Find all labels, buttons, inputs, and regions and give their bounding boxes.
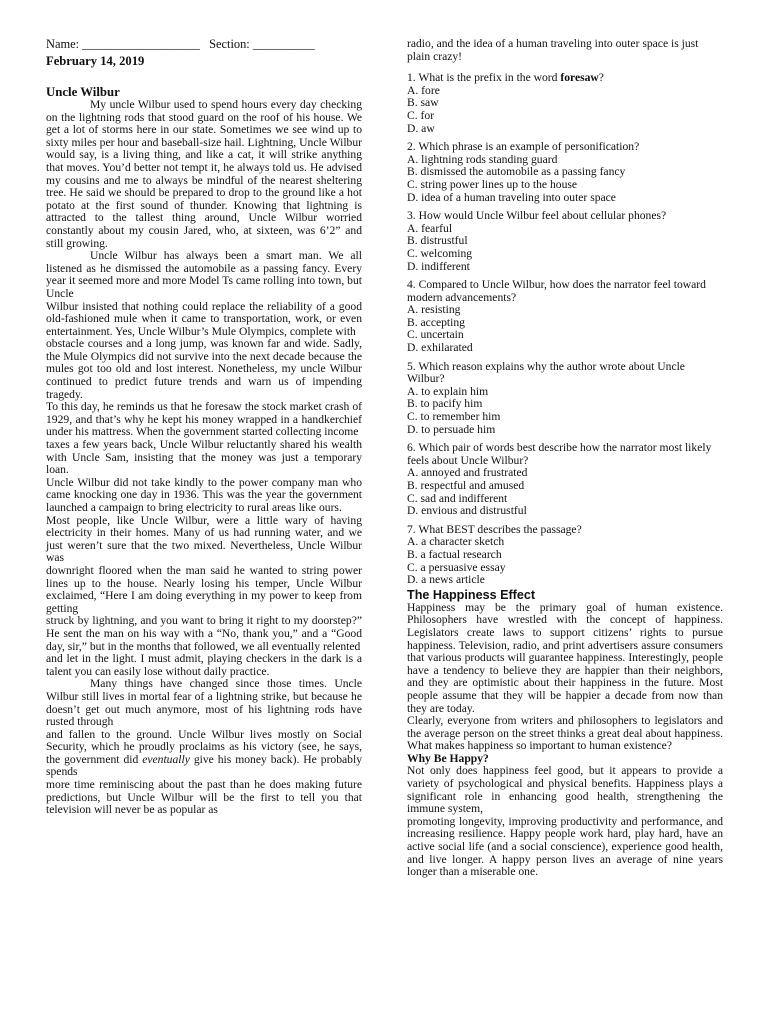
story-body [46,99,362,817]
story-paragraph [46,729,362,779]
right-column [407,38,723,879]
answer-option[interactable]: D. a news article [407,573,485,587]
question-1 [407,72,723,135]
answer-option[interactable]: B. distrustful [407,234,468,248]
answer-option[interactable]: C. sad and indifferent [407,491,508,505]
answer-option[interactable]: B. saw [407,96,439,110]
question-stem: 7. What BEST describes the passage? [407,522,582,536]
left-column [46,37,362,817]
question-4 [407,279,723,355]
question-stem [407,72,723,85]
question-7 [407,524,723,587]
essay-paragraph: Happiness may be the primary goal of human existence. Philosophers have wrestled with the concept of happiness. Legislators create laws to support citizens’ rights to pursue happiness. Television, radio, and print advertisers assure consumers that various products will guarantee happiness. Interestingly, people have a tendency to believe they are happier than their neighbors, and they are optimistic about their happiness in the future. Most people assume that they will be happier a decade from now than they are today. [407,600,723,715]
story-paragraph: obstacle courses and a long jump, was known far and wide. Sadly, the Mule Olympics did not survive into the next decade because the mules got too old and lost interest. Nonetheless, my uncle Wilbur continued to predict future trends and warn us of impending tragedy. [46,337,362,401]
answer-option[interactable]: A. resisting [407,303,461,317]
answer-option[interactable]: A. fearful [407,221,453,235]
answer-option[interactable]: B. to pacify him [407,397,483,411]
story-paragraph: Uncle Wilbur did not take kindly to the power company man who came knocking one day in 1936. This was the year the government launched a campaign to bring electricity to rural areas like ours. [46,475,362,514]
story-paragraph: To this day, he reminds us that he foresaw the stock market crash of 1929, and that’s why he kept his money wrapped in a handkerchief under his mattress. When the government started collecting income [46,400,362,439]
answer-option[interactable]: A. lightning rods standing guard [407,152,558,166]
answer-option[interactable]: A. to explain him [407,384,489,398]
story-paragraph: taxes a few years back, Uncle Wilbur reluctantly shared his wealth with Uncle Sam, insisting that the money was just a temporary loan. [46,438,362,477]
question-stem: 2. Which phrase is an example of personification? [407,140,640,154]
essay-title: The Happiness Effect [407,587,536,602]
story-paragraph: and let in the light. I must admit, playing checkers in the dark is a talent you can easily lose without daily practice. [46,652,362,678]
section-field[interactable]: Section: __________ [209,37,315,51]
story-continuation: radio, and the idea of a human traveling into outer space is just plain crazy! [407,37,699,63]
answer-option[interactable]: C. for [407,108,435,122]
emphasis-text: eventually [142,752,190,766]
answer-option[interactable]: D. indifferent [407,259,470,273]
story-text: and fallen to the ground. Uncle Wilbur lives mostly on Social Security, which he proudly proclaims as his victory (see, he says, the government did [46,727,362,766]
answer-option[interactable]: D. envious and distrustful [407,504,527,518]
story-paragraph: Many things have changed since those times. Uncle Wilbur still lives in mortal fear of a lightning strike, but because he doesn’t get out much anymore, most of his lightning rods have rusted through [46,677,362,729]
essay-subheading: Why Be Happy? [407,751,489,765]
answer-option[interactable]: C. uncertain [407,328,464,342]
story-paragraph: Uncle Wilbur has always been a smart man. We all listened as he dismissed the automobile as a passing fancy. Every year it seemed more and more Model Ts came rolling into town, but Uncle [46,249,362,300]
story-paragraph: Wilbur insisted that nothing could replace the reliability of a good old-fashioned mule when it came to transportation, work, or even entertainment. Yes, Uncle Wilbur’s Mule Olympics, complete with [46,299,362,338]
story-paragraph: downright floored when the man said he wanted to string power lines up to the house. Nearly losing his temper, Uncle Wilbur exclaimed, “Here I am doing everything in my power to keep from getting [46,563,362,615]
date: February 14, 2019 [46,54,145,68]
name-field[interactable]: Name: ___________________ [46,37,200,51]
question-stem: 3. How would Uncle Wilbur feel about cellular phones? [407,209,667,223]
question-text: ? [598,71,604,85]
story-paragraph: struck by lightning, and you want to bring it right to my doorstep?” He sent the man on his way with a “No, thank you,” and a “Good day, sir,” but in the months that followed, we all eventually relented [46,614,362,653]
answer-option[interactable]: D. to persuade him [407,422,496,436]
story-text: give his money back). He probably spends [46,752,362,779]
question-keyword: foresaw [560,71,599,85]
answer-option[interactable]: A. fore [407,83,440,97]
question-3 [407,210,723,273]
story-paragraph: My uncle Wilbur used to spend hours every day checking on the lightning rods that stood guard on the roof of his house. We get a lot of storms here in our state. Sometimes we see wind up to sixty miles per hour and baseball-size hail. Lightning, Uncle Wilbur would say, is a living thing, and like a cat, it will strike anything that moves. You’d better not tempt it, he always told us. He advised my cousins and me to always be mindful of the nearest sheltering tree. He said we should be prepared to drop to the ground like a hot potato at the first sound of thunder. Knowing that lightning is attracted to the tallest thing around, Uncle Wilbur worried constantly about my cousin Jared, who, at sixteen, was 6’2” and still growing. [46,98,362,250]
answer-option[interactable]: A. annoyed and frustrated [407,466,528,480]
story-paragraph: more time reminiscing about the past than he does making future predictions, but Uncle Wilbur will be the first to tell you that television will never be as popular as [46,778,362,817]
answer-option[interactable]: B. respectful and amused [407,479,525,492]
question-5 [407,361,723,437]
question-6 [407,442,723,518]
story-paragraph: Most people, like Uncle Wilbur, were a little wary of having electricity in their homes. Many of us had running water, and we just weren’t sure that the two mixed. Nevertheless, Uncle Wilbur was [46,513,362,565]
question-text: 1. What is the prefix in the word [407,71,561,85]
answer-option[interactable]: C. string power lines up to the house [407,177,578,191]
answer-option[interactable]: A. a character sketch [407,535,505,549]
answer-option[interactable]: C. to remember him [407,410,501,424]
answer-option[interactable]: B. accepting [407,315,465,329]
essay-paragraph: promoting longevity, improving productivity and performance, and increasing resilience. Happy people work hard, play hard, have an active social life (and a social conscience), experience good health, and live longer. A happy person lives an average of nine years longer than a miserable one. [407,814,723,879]
answer-option[interactable]: D. aw [407,121,435,135]
question-stem: 6. Which pair of words best describe how the narrator most likely feels about Uncle Wilbur? [407,441,712,467]
question-2 [407,141,723,204]
answer-option[interactable]: B. dismissed the automobile as a passing fancy [407,165,626,179]
answer-option[interactable]: D. exhilarated [407,341,473,355]
story-title: Uncle Wilbur [46,85,120,99]
essay-paragraph: Clearly, everyone from writers and philosophers to legislators and the average person on the street thinks a great deal about happiness. What makes happiness so important to human existence? [407,714,723,753]
question-stem: 4. Compared to Uncle Wilbur, how does the narrator feel toward modern advancements? [407,278,706,304]
answer-option[interactable]: B. a factual research [407,547,502,561]
question-stem: 5. Which reason explains why the author wrote about Uncle Wilbur? [407,359,685,386]
answer-option[interactable]: C. a persuasive essay [407,560,506,574]
header-fields [46,37,362,51]
answer-option[interactable]: D. idea of a human traveling into outer space [407,190,616,204]
essay-paragraph: Not only does happiness feel good, but it appears to provide a variety of psychological and physical benefits. Happiness plays a significant role in enhancing good health, strengthening the immune system, [407,764,723,816]
answer-option[interactable]: C. welcoming [407,246,473,260]
